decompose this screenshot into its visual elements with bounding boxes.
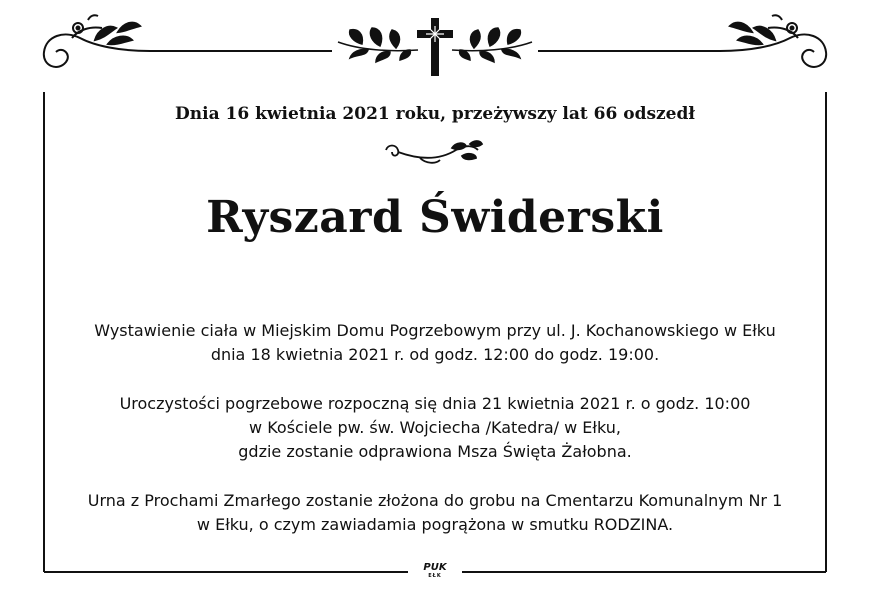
leaf-swirl-divider-icon — [386, 141, 482, 163]
cross-with-leaves-icon — [338, 18, 532, 76]
puk-logo — [411, 563, 459, 579]
ceremony-line: w Kościele pw. św. Wojciecha /Katedra/ w Ełku, — [249, 418, 621, 437]
flourish-corner-icon — [44, 15, 150, 67]
viewing-line: dnia 18 kwietnia 2021 r. od godz. 12:00 do godz. 19:00. — [210, 345, 660, 364]
ceremony-line: Uroczystości pogrzebowe rozpoczną się dnia 21 kwietnia 2021 r. o godz. 10:00 — [119, 394, 751, 413]
ceremony-paragraph — [40, 392, 830, 464]
viewing-line: Wystawienie ciała w Miejskim Domu Pogrzebowym przy ul. J. Kochanowskiego w Ełku — [94, 321, 776, 340]
logo-main-text: PUK — [423, 562, 447, 573]
deceased-name: Ryszard Świderski — [206, 192, 664, 243]
flourish-corner-icon — [720, 15, 826, 67]
ceremony-line: gdzie zostanie odprawiona Msza Święta Żałobna. — [238, 442, 632, 461]
burial-line: w Ełku, o czym zawiadamia pogrążona w smutku RODZINA. — [196, 515, 674, 534]
burial-line: Urna z Prochami Zmarłego zostanie złożona do grobu na Cmentarzu Komunalnym Nr 1 — [87, 491, 783, 510]
burial-paragraph — [40, 489, 830, 537]
viewing-paragraph — [40, 319, 830, 367]
logo-sub-text: EŁK — [428, 573, 442, 579]
death-announcement-line: Dnia 16 kwietnia 2021 roku, przeżywszy lat 66 odszedł — [175, 104, 695, 124]
